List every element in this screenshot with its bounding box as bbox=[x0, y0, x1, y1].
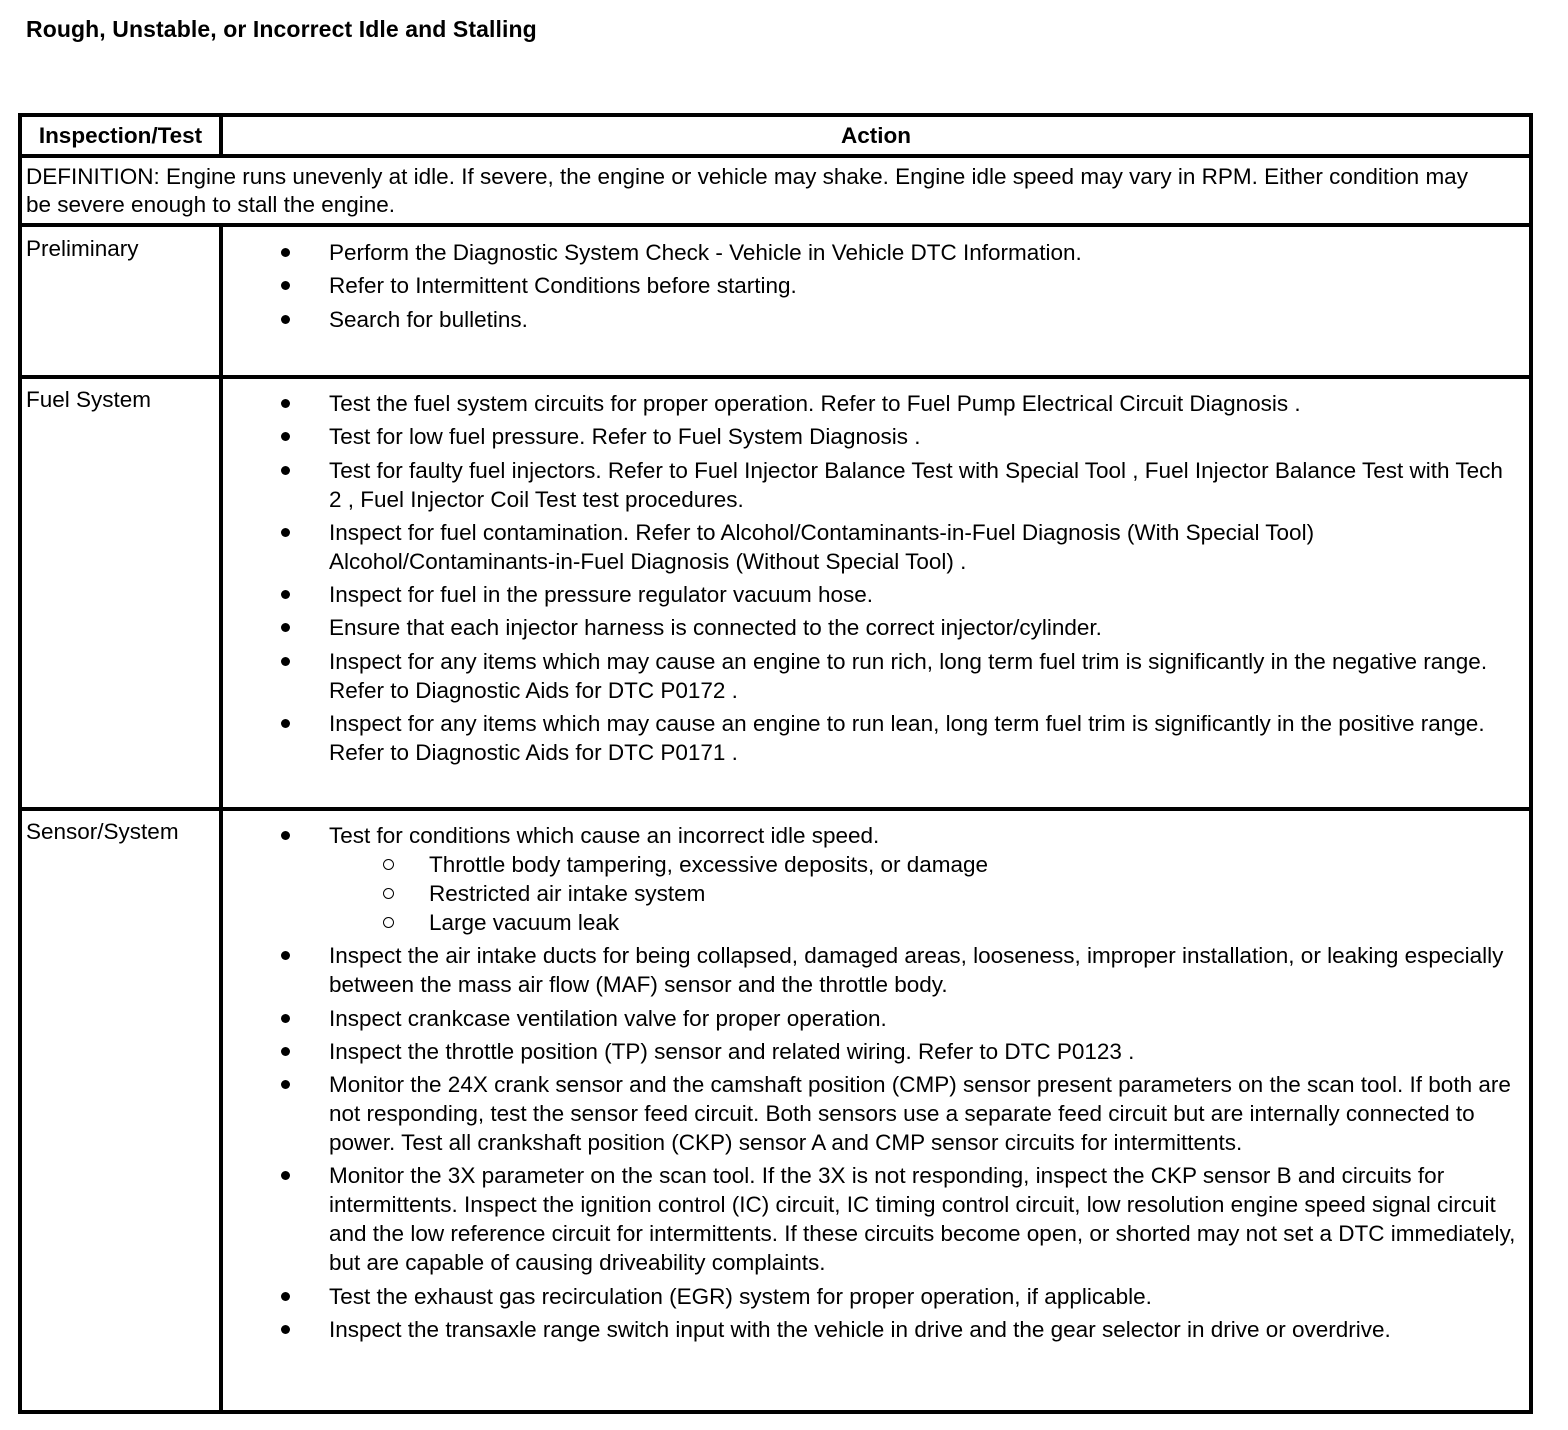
list-item bbox=[223, 271, 1521, 300]
list-item bbox=[223, 389, 1521, 418]
circle-bullet-icon bbox=[383, 859, 394, 870]
item-text: Inspect the throttle position (TP) sensor and related wiring. Refer to DTC P0123 . bbox=[329, 1038, 1135, 1064]
list-item bbox=[223, 1282, 1525, 1311]
sub-item-text: Throttle body tampering, excessive deposits, or damage bbox=[429, 852, 989, 877]
bullet-icon bbox=[281, 399, 290, 408]
item-text: Inspect for fuel contamination. Refer to Alcohol/Contaminants-in-Fuel Diagnosis (With Special Tool) Alcohol/Contaminants-in-Fuel Diagnosis (Without Special Tool) . bbox=[329, 519, 1315, 574]
row-label-fuel-system: Fuel System bbox=[26, 387, 152, 412]
item-text: Inspect the air intake ducts for being collapsed, damaged areas, looseness, improper installation, or leaking especially between the mass air flow (MAF) sensor and the throttle body. bbox=[329, 943, 1504, 998]
row-divider bbox=[22, 375, 1529, 379]
item-text: Inspect for any items which may cause an engine to run rich, long term fuel trim is significantly in the negative range. Refer to Diagnostic Aids for DTC P0172 . bbox=[329, 648, 1488, 703]
circle-bullet-icon bbox=[383, 888, 394, 899]
bullet-icon bbox=[281, 432, 290, 441]
item-text: Refer to Intermittent Conditions before starting. bbox=[329, 273, 797, 299]
list-item bbox=[223, 941, 1525, 999]
item-text: Test the exhaust gas recirculation (EGR) system for proper operation, if applicable. bbox=[329, 1283, 1152, 1309]
sub-list-item bbox=[223, 879, 1525, 908]
item-text: Perform the Diagnostic System Check - Vehicle in Vehicle DTC Information. bbox=[329, 240, 1082, 265]
header-inspection-test: Inspection/Test bbox=[38, 123, 203, 148]
item-text: Inspect crankcase ventilation valve for proper operation. bbox=[329, 1005, 887, 1031]
list-item bbox=[223, 422, 1521, 451]
item-text: Monitor the 3X parameter on the scan tool. If the 3X is not responding, inspect the CKP sensor B and circuits for intermittents. Inspect the ignition control (IC) circuit, IC timing control circuit, low resolution engine speed signal circuit and the low reference circuit for intermittents. If these circuits become open, or shorted may not set a DTC immediately, but are capable of causing driveability complaints. bbox=[329, 1163, 1516, 1276]
sub-item-text: Large vacuum leak bbox=[429, 910, 620, 935]
list-item bbox=[223, 1070, 1525, 1157]
sensor-system-actions bbox=[223, 821, 1525, 1348]
row-divider bbox=[22, 807, 1529, 811]
sub-list-item bbox=[223, 850, 1525, 879]
bullet-icon bbox=[281, 831, 290, 840]
definition-text: DEFINITION: Engine runs unevenly at idle. If severe, the engine or vehicle may shake. Engine idle speed may vary in RPM. Either condition may be severe enough to stall the engine. bbox=[26, 164, 1468, 217]
fuel-system-actions bbox=[223, 389, 1521, 771]
item-text: Test for faulty fuel injectors. Refer to Fuel Injector Balance Test with Special Tool , Fuel Injector Balance Test with Tech 2 , Fuel Injector Coil Test test procedures. bbox=[329, 457, 1503, 512]
list-item bbox=[223, 1315, 1525, 1344]
list-item bbox=[223, 1161, 1525, 1277]
bullet-icon bbox=[281, 528, 290, 537]
item-text: Inspect for fuel in the pressure regulator vacuum hose. bbox=[329, 582, 874, 608]
bullet-icon bbox=[281, 1292, 290, 1301]
bullet-icon bbox=[281, 1171, 290, 1180]
bullet-icon bbox=[281, 1014, 290, 1023]
bullet-icon bbox=[281, 1047, 290, 1056]
sub-list-item bbox=[223, 908, 1525, 937]
item-text: Search for bulletins. bbox=[329, 306, 528, 332]
row-divider bbox=[22, 154, 1529, 158]
item-text: Inspect for any items which may cause an engine to run lean, long term fuel trim is significantly in the positive range. Refer to Diagnostic Aids for DTC P0171 . bbox=[329, 711, 1485, 766]
list-item bbox=[223, 238, 1521, 267]
bullet-icon bbox=[281, 315, 290, 324]
bullet-icon bbox=[281, 590, 290, 599]
bullet-icon bbox=[281, 719, 290, 728]
list-item bbox=[223, 518, 1521, 576]
bullet-icon bbox=[281, 623, 290, 632]
list-item bbox=[223, 613, 1521, 642]
list-item bbox=[223, 305, 1521, 334]
preliminary-actions bbox=[223, 238, 1521, 338]
item-text: Test for conditions which cause an incorrect idle speed. bbox=[329, 823, 880, 848]
circle-bullet-icon bbox=[383, 917, 394, 928]
bullet-icon bbox=[281, 466, 290, 475]
list-item bbox=[223, 709, 1521, 767]
bullet-icon bbox=[281, 281, 290, 290]
list-item bbox=[223, 456, 1521, 514]
bullet-icon bbox=[281, 1325, 290, 1334]
sub-list bbox=[329, 850, 1525, 937]
diagnostic-table bbox=[18, 113, 1533, 1414]
page-title: Rough, Unstable, or Incorrect Idle and Stalling bbox=[26, 16, 537, 42]
bullet-icon bbox=[281, 1080, 290, 1089]
item-text: Test the fuel system circuits for proper operation. Refer to Fuel Pump Electrical Circuit Diagnosis . bbox=[329, 391, 1301, 416]
bullet-icon bbox=[281, 951, 290, 960]
list-item bbox=[223, 580, 1521, 609]
list-item bbox=[223, 1037, 1525, 1066]
list-item bbox=[223, 1004, 1525, 1033]
header-action: Action bbox=[841, 123, 911, 148]
row-label-preliminary: Preliminary bbox=[26, 236, 139, 261]
row-divider bbox=[22, 223, 1529, 227]
row-label-sensor-system: Sensor/System bbox=[26, 819, 179, 844]
item-text: Ensure that each injector harness is connected to the correct injector/cylinder. bbox=[329, 615, 1102, 641]
sub-item-text: Restricted air intake system bbox=[429, 881, 706, 906]
bullet-icon bbox=[281, 657, 290, 666]
list-item bbox=[223, 821, 1525, 937]
list-item bbox=[223, 647, 1521, 705]
item-text: Monitor the 24X crank sensor and the camshaft position (CMP) sensor present parameters on the scan tool. If both are not responding, test the sensor feed circuit. Both sensors use a separate feed circuit but are internally connected to power. Test all crankshaft position (CKP) sensor A and CMP sensor circuits for intermittents. bbox=[329, 1072, 1511, 1156]
item-text: Test for low fuel pressure. Refer to Fuel System Diagnosis . bbox=[329, 424, 921, 450]
bullet-icon bbox=[281, 248, 290, 257]
item-text: Inspect the transaxle range switch input with the vehicle in drive and the gear selector in drive or overdrive. bbox=[329, 1317, 1391, 1343]
